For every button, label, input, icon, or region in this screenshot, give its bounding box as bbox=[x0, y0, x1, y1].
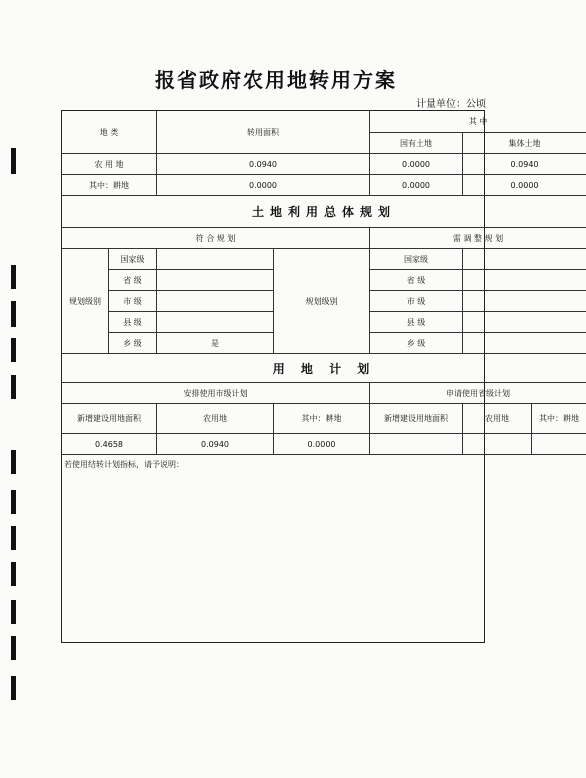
level-national: 国家级 bbox=[109, 249, 157, 270]
header-land-type: 地 类 bbox=[62, 111, 157, 154]
header-state-owned: 国有土地 bbox=[370, 133, 463, 154]
farmland-state: 0.0000 bbox=[370, 154, 463, 175]
binding-mark bbox=[11, 676, 16, 700]
row-label-arable: 其中：耕地 bbox=[62, 175, 157, 196]
header-of-which: 其 中 bbox=[370, 111, 586, 133]
province-farmland-header: 农用地 bbox=[463, 404, 532, 434]
farmland-collective: 0.0940 bbox=[463, 154, 586, 175]
binding-mark bbox=[11, 301, 16, 327]
header-collective: 集体土地 bbox=[463, 133, 586, 154]
arable-collective: 0.0000 bbox=[463, 175, 586, 196]
level-provincial: 省 级 bbox=[109, 270, 157, 291]
adjust-value bbox=[463, 333, 586, 354]
adjust-value bbox=[463, 312, 586, 333]
binding-mark bbox=[11, 526, 16, 550]
city-arable-header: 其中：耕地 bbox=[274, 404, 370, 434]
binding-mark bbox=[11, 265, 16, 289]
planning-section-title: 土地利用总体规划 bbox=[62, 196, 586, 228]
row-label-farmland: 农 用 地 bbox=[62, 154, 157, 175]
conform-value bbox=[157, 270, 274, 291]
city-new-area-header: 新增建设用地面积 bbox=[62, 404, 157, 434]
level-provincial: 省 级 bbox=[370, 270, 463, 291]
adjust-value bbox=[463, 270, 586, 291]
province-new-area-header: 新增建设用地面积 bbox=[370, 404, 463, 434]
province-farmland-value bbox=[463, 434, 532, 455]
binding-mark bbox=[11, 148, 16, 174]
level-township: 乡 级 bbox=[370, 333, 463, 354]
city-farmland-value: 0.0940 bbox=[157, 434, 274, 455]
conform-value bbox=[157, 291, 274, 312]
city-farmland-header: 农用地 bbox=[157, 404, 274, 434]
farmland-area: 0.0940 bbox=[157, 154, 370, 175]
level-city: 市 级 bbox=[109, 291, 157, 312]
binding-mark bbox=[11, 490, 16, 514]
city-plan-header: 安排使用市级计划 bbox=[62, 383, 370, 404]
planning-level-label: 规划级别 bbox=[274, 249, 370, 354]
conform-value-township: 是 bbox=[157, 333, 274, 354]
measurement-unit: 计量单位：公顷 bbox=[416, 99, 486, 110]
adjust-value bbox=[463, 291, 586, 312]
planning-level-label: 规划级别 bbox=[62, 249, 109, 354]
binding-mark bbox=[11, 636, 16, 660]
province-arable-header: 其中：耕地 bbox=[532, 404, 586, 434]
level-county: 县 级 bbox=[370, 312, 463, 333]
arable-state: 0.0000 bbox=[370, 175, 463, 196]
adjust-value bbox=[463, 249, 586, 270]
province-new-area-value bbox=[370, 434, 463, 455]
conforming-plan-header: 符 合 规 划 bbox=[62, 228, 370, 249]
binding-mark bbox=[11, 562, 16, 586]
city-new-area-value: 0.4658 bbox=[62, 434, 157, 455]
level-township: 乡 级 bbox=[109, 333, 157, 354]
conversion-table bbox=[61, 110, 579, 643]
conform-value bbox=[157, 249, 274, 270]
document-title: 报省政府农用地转用方案 bbox=[155, 68, 397, 92]
binding-mark bbox=[11, 338, 16, 362]
binding-mark bbox=[11, 450, 16, 474]
province-plan-header: 申请使用省级计划 bbox=[370, 383, 586, 404]
level-national: 国家级 bbox=[370, 249, 463, 270]
conform-value bbox=[157, 312, 274, 333]
binding-mark bbox=[11, 375, 16, 399]
carryover-notes-field: 若使用结转计划指标，请予说明： bbox=[64, 460, 184, 469]
city-arable-value: 0.0000 bbox=[274, 434, 370, 455]
header-conversion-area: 转用面积 bbox=[157, 111, 370, 154]
level-city: 市 级 bbox=[370, 291, 463, 312]
province-arable-value bbox=[532, 434, 586, 455]
land-plan-section-title: 用 地 计 划 bbox=[62, 354, 586, 383]
binding-mark bbox=[11, 600, 16, 624]
level-county: 县 级 bbox=[109, 312, 157, 333]
arable-area: 0.0000 bbox=[157, 175, 370, 196]
adjust-plan-header: 需 调 整 规 划 bbox=[370, 228, 586, 249]
